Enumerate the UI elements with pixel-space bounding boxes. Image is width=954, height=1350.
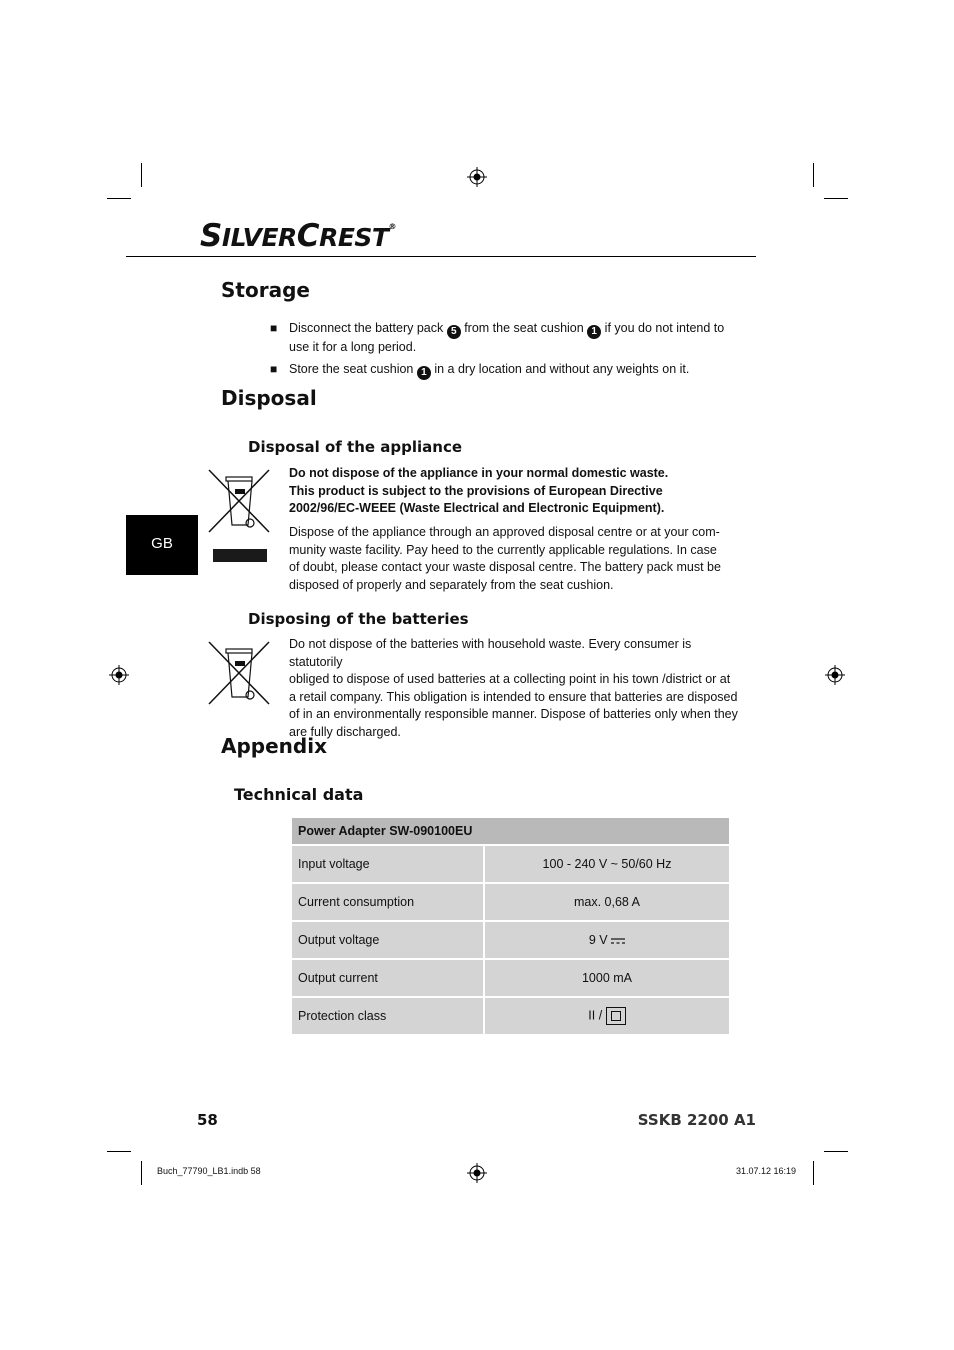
table-title: Power Adapter SW-090100EU (291, 817, 730, 845)
language-tab: GB (126, 515, 198, 575)
row-value: 1000 mA (484, 959, 730, 997)
appliance-instructions: Dispose of the appliance through an approved disposal centre or at your com- munity waste facility. Pay heed to the currently applicable regulations. In case of doubt, please contact your waste disposal centre. The battery pack must be disposed of properly and separately from the seat cushion. (289, 525, 721, 592)
row-label: Output current (291, 959, 484, 997)
print-slug-date: 31.07.12 16:19 (736, 1166, 797, 1176)
appendix-heading: Appendix (221, 734, 327, 758)
crop-mark (141, 1161, 142, 1185)
protection-class-ii-icon (606, 1007, 626, 1025)
disposal-appliance-heading: Disposal of the appliance (248, 438, 463, 456)
brand-logo: SILVERCREST® (200, 218, 396, 254)
direct-current-icon (611, 937, 625, 945)
row-value: 100 - 240 V ~ 50/60 Hz (484, 845, 730, 883)
bullet-icon: ■ (270, 321, 278, 335)
model-number: SSKB 2200 A1 (637, 1111, 756, 1129)
row-value: II / (588, 1008, 603, 1023)
crop-mark (813, 163, 814, 187)
row-value: 9 V (588, 933, 608, 947)
header-rule (126, 256, 756, 257)
batteries-instructions: Do not dispose of the batteries with household waste. Every consumer is statutorily obliged to dispose of used batteries at a collecting point in his town /district or at a retail company. This obligation is intended to ensure that batteries are disposed of in an environmentally responsible manner. Dispose of batteries only when they are fully discharged. (289, 637, 738, 739)
row-value-cell (484, 997, 730, 1035)
disposal-heading: Disposal (221, 386, 317, 410)
crop-mark (107, 1151, 131, 1152)
table-row (291, 845, 730, 883)
row-value: max. 0,68 A (484, 883, 730, 921)
crop-mark (824, 198, 848, 199)
technical-data-table (290, 816, 731, 1036)
row-label: Output voltage (291, 921, 484, 959)
registration-mark-icon (467, 1163, 487, 1183)
row-label: Input voltage (291, 845, 484, 883)
table-row (291, 997, 730, 1035)
row-label: Protection class (291, 997, 484, 1035)
row-value-cell (484, 921, 730, 959)
row-label: Current consumption (291, 883, 484, 921)
crop-mark (107, 198, 131, 199)
appliance-warning: Do not dispose of the appliance in your normal domestic waste. This product is subject to the provisions of European Directive 2002/96/EC-WEEE (Waste Electrical and Electronic Equipment). (289, 466, 669, 515)
registration-mark-icon (109, 665, 129, 685)
storage-heading: Storage (221, 278, 310, 302)
crossed-bin-icon (206, 467, 272, 535)
separate-collection-bar (213, 549, 267, 562)
table-row (291, 883, 730, 921)
page-number: 58 (197, 1111, 218, 1129)
registration-mark-icon (825, 665, 845, 685)
crop-mark (141, 163, 142, 187)
technical-data-heading: Technical data (234, 785, 364, 804)
table-row (291, 959, 730, 997)
table-header-row (291, 817, 730, 845)
crop-mark (824, 1151, 848, 1152)
storage-bullet-1: Disconnect the battery pack 5 from the seat cushion 1 if you do not intend to use it for a long period. (289, 321, 725, 354)
disposal-batteries-heading: Disposing of the batteries (248, 610, 469, 628)
table-row (291, 921, 730, 959)
print-slug-file: Buch_77790_LB1.indb 58 (157, 1166, 261, 1176)
crossed-bin-icon (206, 639, 272, 707)
registration-mark-icon (467, 167, 487, 187)
crop-mark (813, 1161, 814, 1185)
storage-bullet-2: Store the seat cushion 1 in a dry location and without any weights on it. (289, 362, 690, 378)
bullet-icon: ■ (270, 362, 278, 376)
